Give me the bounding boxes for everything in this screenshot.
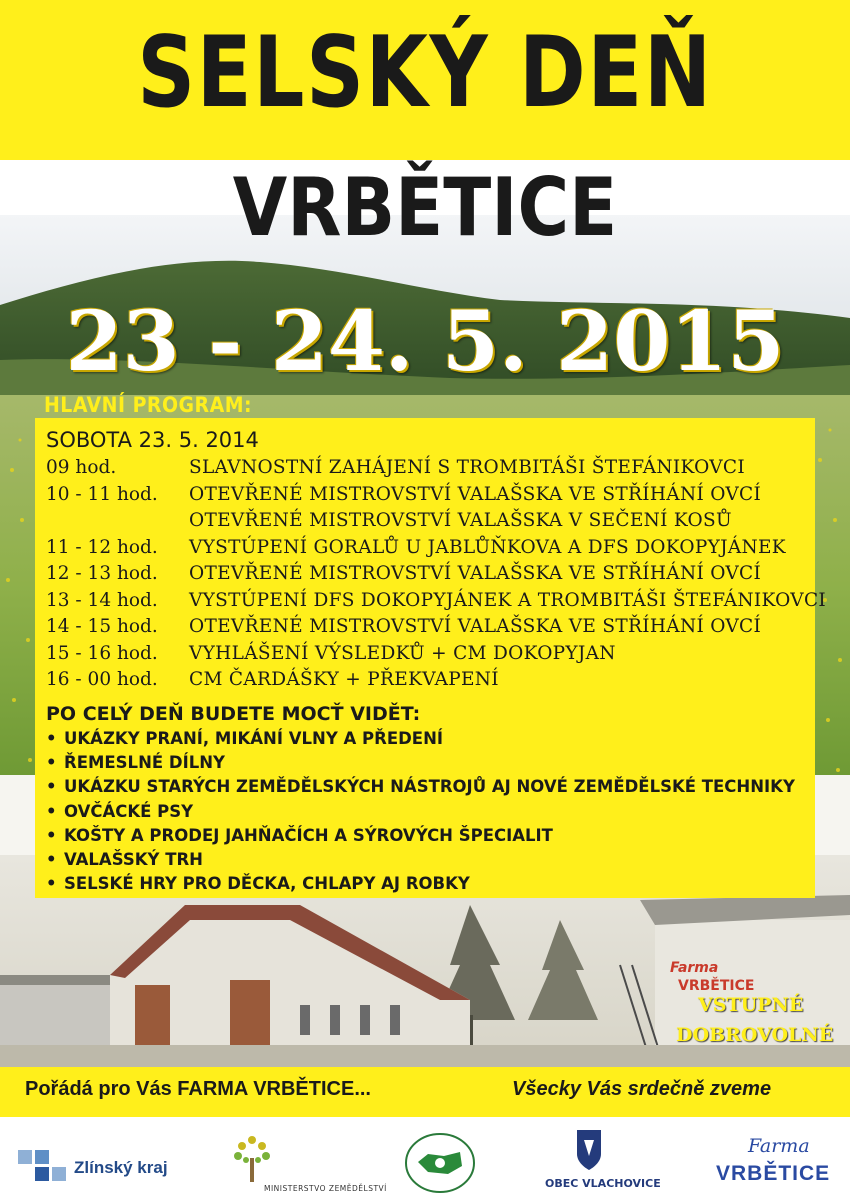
- event-title: SELSKÝ DEŇ: [137, 16, 713, 130]
- schedule-event: OTEVŘENÉ MISTROVSTVÍ VALAŠSKA V SEČENÍ KOSŮ: [189, 510, 732, 531]
- schedule-row: [46, 616, 806, 643]
- list-item: • VALAŠSKÝ TRH: [46, 850, 806, 874]
- event-location: VRBĚTICE: [232, 161, 618, 254]
- event-date: 23 - 24. 5. 2015: [65, 294, 785, 390]
- schedule-time: 14 - 15 hod.: [46, 616, 158, 637]
- invite-text: Všecky Vás srdečně zveme: [512, 1078, 772, 1100]
- entry-fee-line2: DOBROVOLNÉ: [676, 1024, 834, 1046]
- schedule-time: 16 - 00 hod.: [46, 669, 158, 690]
- schedule-event: OTEVŘENÉ MISTROVSTVÍ VALAŠSKA VE STŘÍHÁNÍ OVCÍ: [189, 616, 762, 637]
- organizer-text: Pořádá pro Vás FARMA VRBĚTICE...: [25, 1078, 371, 1100]
- entry-fee-line1: VSTUPNÉ: [698, 994, 804, 1016]
- sponsor-farma-script: Farma: [748, 1135, 810, 1157]
- schedule-row: [46, 537, 806, 564]
- schedule-row: [46, 669, 806, 696]
- schedule-time: 09 hod.: [46, 457, 117, 478]
- sponsor-farma-name: VRBĚTICE: [716, 1162, 831, 1185]
- schedule-event: OTEVŘENÉ MISTROVSTVÍ VALAŠSKA VE STŘÍHÁNÍ OVCÍ: [189, 483, 762, 505]
- breeders-union-logo-icon: [404, 1132, 476, 1194]
- list-item: • OVČÁCKÉ PSY: [46, 802, 806, 826]
- program-heading: HLAVNÍ PROGRAM:: [44, 393, 253, 417]
- obec-coat-of-arms-icon: [576, 1128, 602, 1172]
- schedule-row: [46, 643, 806, 670]
- schedule-event: VYHLÁŠENÍ VÝSLEDKŮ + CM DOKOPYJAN: [189, 642, 616, 664]
- schedule-time: 15 - 16 hod.: [46, 642, 158, 664]
- schedule-list: [46, 457, 827, 696]
- schedule-time: 10 - 11 hod.: [46, 483, 158, 505]
- schedule-row: [46, 484, 806, 511]
- schedule-event: VYSTÚPENÍ DFS DOKOPYJÁNEK A TROMBITÁŠI ŠTEFÁNIKOVCI: [189, 589, 827, 611]
- list-item: • KOŠTY A PRODEJ JAHŇAČÍCH A SÝROVÝCH ŠPECIALIT: [46, 826, 806, 850]
- schedule-row: [46, 563, 806, 590]
- farm-sign-script: Farma: [670, 960, 719, 976]
- schedule-row: [46, 510, 806, 537]
- schedule-time: 13 - 14 hod.: [46, 589, 158, 611]
- all-day-list: [46, 729, 806, 898]
- all-day-heading: PO CELÝ DEŇ BUDETE MOCŤ VIDĚT:: [46, 703, 421, 725]
- schedule-event: CM ČARDÁŠKY + PŘEKVAPENÍ: [189, 669, 499, 690]
- list-item: • SELSKÉ HRY PRO DĚCKA, CHLAPY AJ ROBKY: [46, 874, 806, 898]
- program-day: SOBOTA 23. 5. 2014: [46, 428, 259, 452]
- schedule-row: [46, 589, 827, 617]
- sponsor-ministry: MINISTERSTVO ZEMĚDĚLSTVÍ: [264, 1184, 387, 1193]
- schedule-row: [46, 457, 806, 484]
- schedule-event: VYSTÚPENÍ GORALŮ U JABLŮŇKOVA A DFS DOKOPYJÁNEK: [189, 536, 786, 558]
- sponsor-obec: OBEC VLACHOVICE: [545, 1177, 661, 1190]
- schedule-event: OTEVŘENÉ MISTROVSTVÍ VALAŠSKA VE STŘÍHÁNÍ OVCÍ: [189, 563, 762, 584]
- schedule-time: 11 - 12 hod.: [46, 536, 158, 558]
- farm-sign-name: VRBĚTICE: [678, 978, 755, 994]
- list-item: • ŘEMESLNÉ DÍLNY: [46, 753, 806, 777]
- list-item: • UKÁZKU STARÝCH ZEMĚDĚLSKÝCH NÁSTROJŮ AJ NOVÉ ZEMĚDĚLSKÉ TECHNIKY: [46, 777, 806, 801]
- ministry-tree-icon: [232, 1132, 272, 1184]
- zlin-logo-icon: [18, 1150, 70, 1186]
- list-item: • UKÁZKY PRANÍ, MIKÁNÍ VLNY A PŘEDENÍ: [46, 729, 806, 753]
- schedule-event: SLAVNOSTNÍ ZAHÁJENÍ S TROMBITÁŠI ŠTEFÁNIKOVCI: [189, 457, 745, 478]
- sponsor-zlin: Zlínský kraj: [74, 1158, 168, 1177]
- schedule-time: 12 - 13 hod.: [46, 563, 158, 584]
